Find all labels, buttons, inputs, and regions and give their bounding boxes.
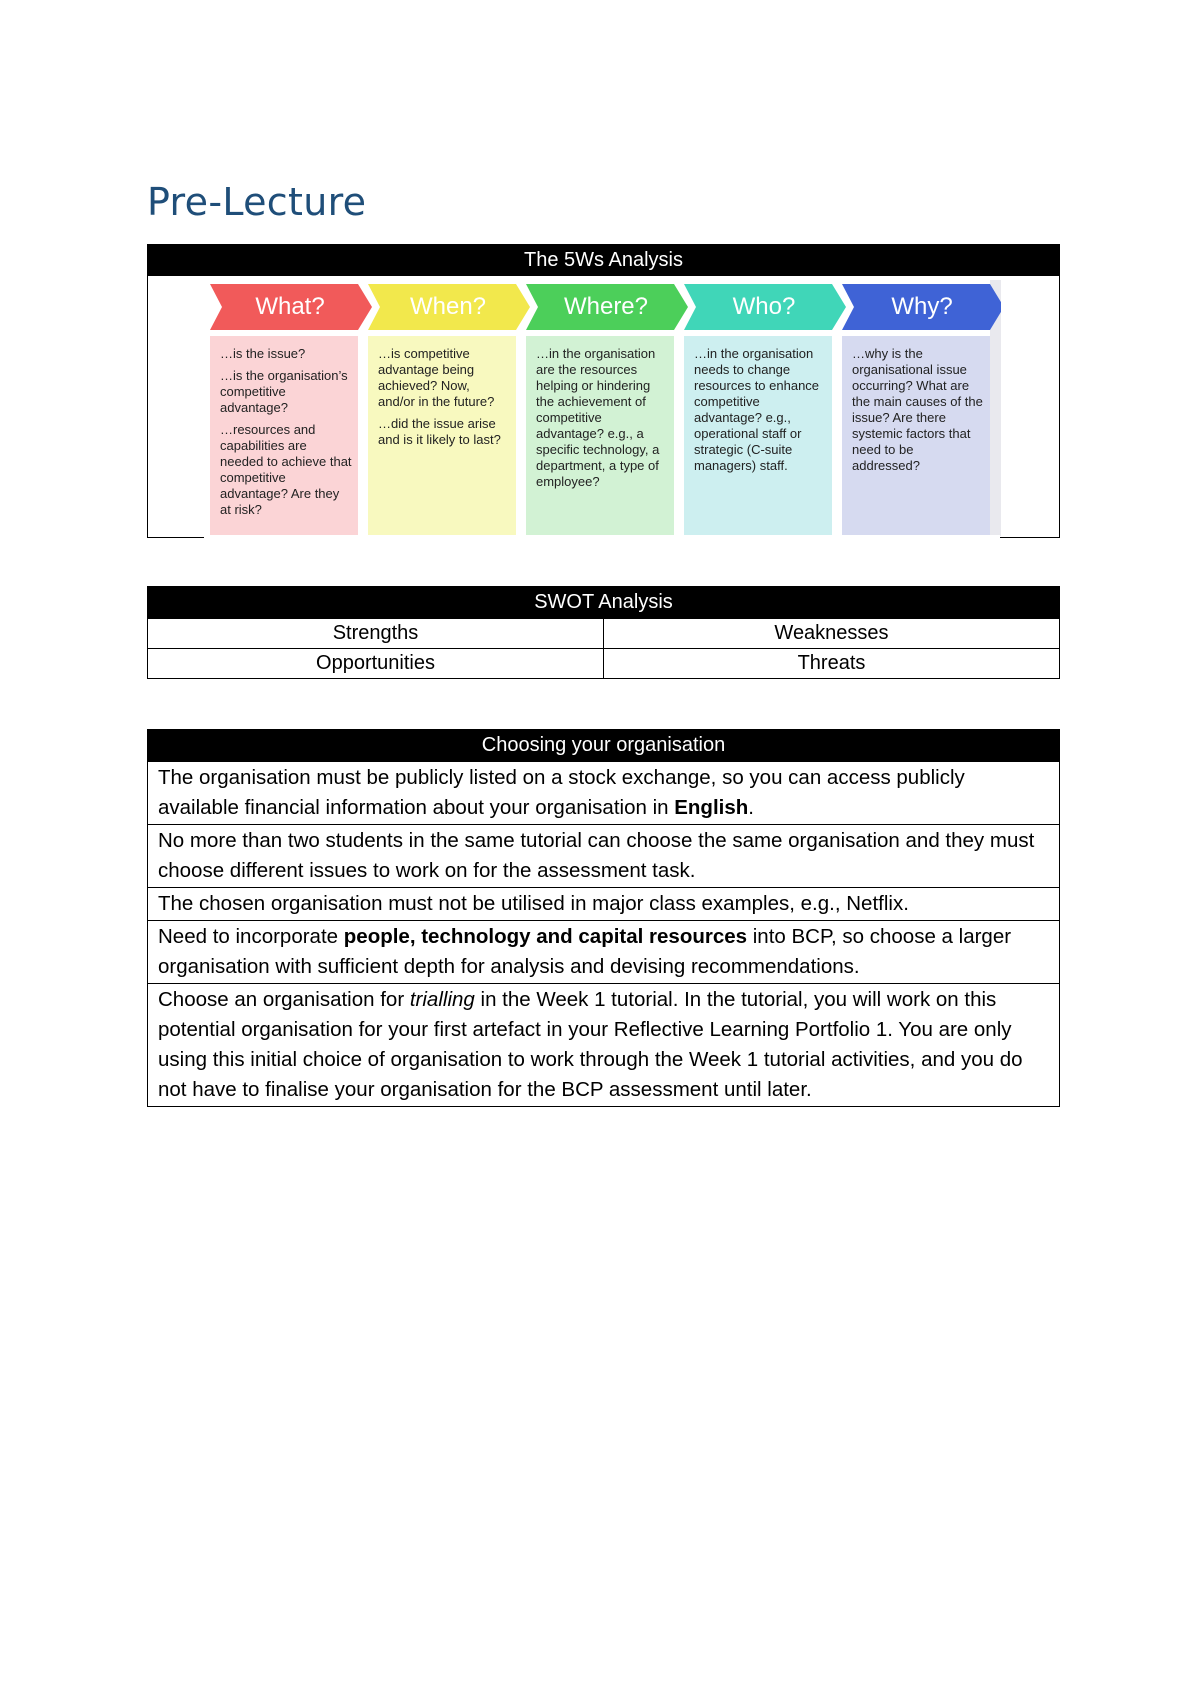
swot-strengths: Strengths bbox=[332, 622, 419, 644]
fivews-diagram bbox=[210, 280, 1001, 538]
col-what bbox=[210, 340, 358, 538]
swot-weaknesses: Weaknesses bbox=[603, 619, 1059, 648]
page-title: Pre-Lecture bbox=[147, 180, 367, 224]
col-who-text bbox=[694, 346, 826, 480]
swot-opportunities: Opportunities bbox=[316, 652, 435, 674]
col-when bbox=[368, 340, 516, 538]
choosing-row-2: No more than two students in the same tutorial can choose the same organisation and they must choose different issues to work on for the assessment task. bbox=[148, 824, 1059, 887]
choosing-row-4 bbox=[148, 920, 1059, 983]
row4-end: into BCP, so choose a larger organisation with sufficient depth for analysis and devising recommendations. bbox=[158, 925, 1012, 978]
col-where bbox=[526, 340, 674, 538]
fivews-table bbox=[147, 244, 1060, 538]
row1-end: . bbox=[748, 796, 754, 819]
swot-header: SWOT Analysis bbox=[148, 587, 1059, 618]
choosing-row-1 bbox=[148, 761, 1059, 824]
row1-text: The organisation must be publicly listed on a stock exchange, so you can access publicly available financial information about your organisation in bbox=[158, 766, 965, 819]
choosing-row-3: The chosen organisation must not be utilised in major class examples, e.g., Netflix. bbox=[148, 887, 1059, 920]
when-text-1: …is competitive advantage being achieved? Now, and/or in the future? bbox=[378, 346, 495, 409]
row1-bold: English bbox=[674, 796, 749, 819]
row5-end: in the Week 1 tutorial. In the tutorial, you will work on this potential organisation for your first artefact in your Reflective Learning Portfolio 1. You are only using this initial choice of organisation to work through the Week 1 tutorial activities, and you do not have to finalise your organisation for the BCP assessment until later. bbox=[158, 988, 1023, 1101]
col-where-text bbox=[536, 346, 668, 496]
col-what-text bbox=[220, 346, 352, 524]
what-text-2: …is the organisation’s competitive advantage? bbox=[220, 368, 348, 415]
swot-row-1 bbox=[148, 618, 1059, 648]
col-why bbox=[842, 340, 990, 538]
col-why-text bbox=[852, 346, 984, 480]
fivews-body bbox=[148, 276, 1059, 537]
label-where: Where? bbox=[563, 293, 649, 320]
choosing-row-5 bbox=[148, 983, 1059, 1106]
label-why: Why? bbox=[891, 293, 953, 320]
what-text-3: …resources and capabilities are needed to achieve that competitive advantage? Are they at risk? bbox=[220, 422, 352, 517]
label-what: What? bbox=[255, 293, 325, 320]
label-who: Who? bbox=[732, 293, 796, 320]
where-text-1: …in the organisation are the resources helping or hindering the achievement of competitive advantage? e.g., a specific technology, a department, a type of employee? bbox=[536, 346, 660, 489]
what-text-1: …is the issue? bbox=[220, 346, 306, 361]
row5-text: Choose an organisation for bbox=[158, 988, 410, 1011]
label-when: When? bbox=[409, 293, 487, 320]
who-text-1: …in the organisation needs to change resources to enhance competitive advantage? e.g., operational staff or strategic (C-suite managers) staff. bbox=[694, 346, 820, 473]
col-when-text bbox=[378, 346, 510, 454]
row4-bold: people, technology and capital resources bbox=[343, 925, 748, 948]
row4-text: Need to incorporate bbox=[158, 925, 344, 948]
swot-threats: Threats bbox=[603, 649, 1059, 678]
choosing-table bbox=[147, 729, 1060, 1107]
swot-row-2 bbox=[148, 648, 1059, 678]
when-text-2: …did the issue arise and is it likely to last? bbox=[378, 416, 501, 447]
choosing-header: Choosing your organisation bbox=[148, 730, 1059, 761]
fivews-image-overlap bbox=[204, 535, 1000, 538]
col-who bbox=[684, 340, 832, 538]
row5-italic: trialling bbox=[409, 988, 475, 1011]
fivews-header: The 5Ws Analysis bbox=[148, 245, 1059, 276]
swot-table bbox=[147, 586, 1060, 679]
why-text-1: …why is the organisational issue occurring? What are the main causes of the issue? Are there systemic factors that need to be addressed? bbox=[852, 346, 983, 473]
